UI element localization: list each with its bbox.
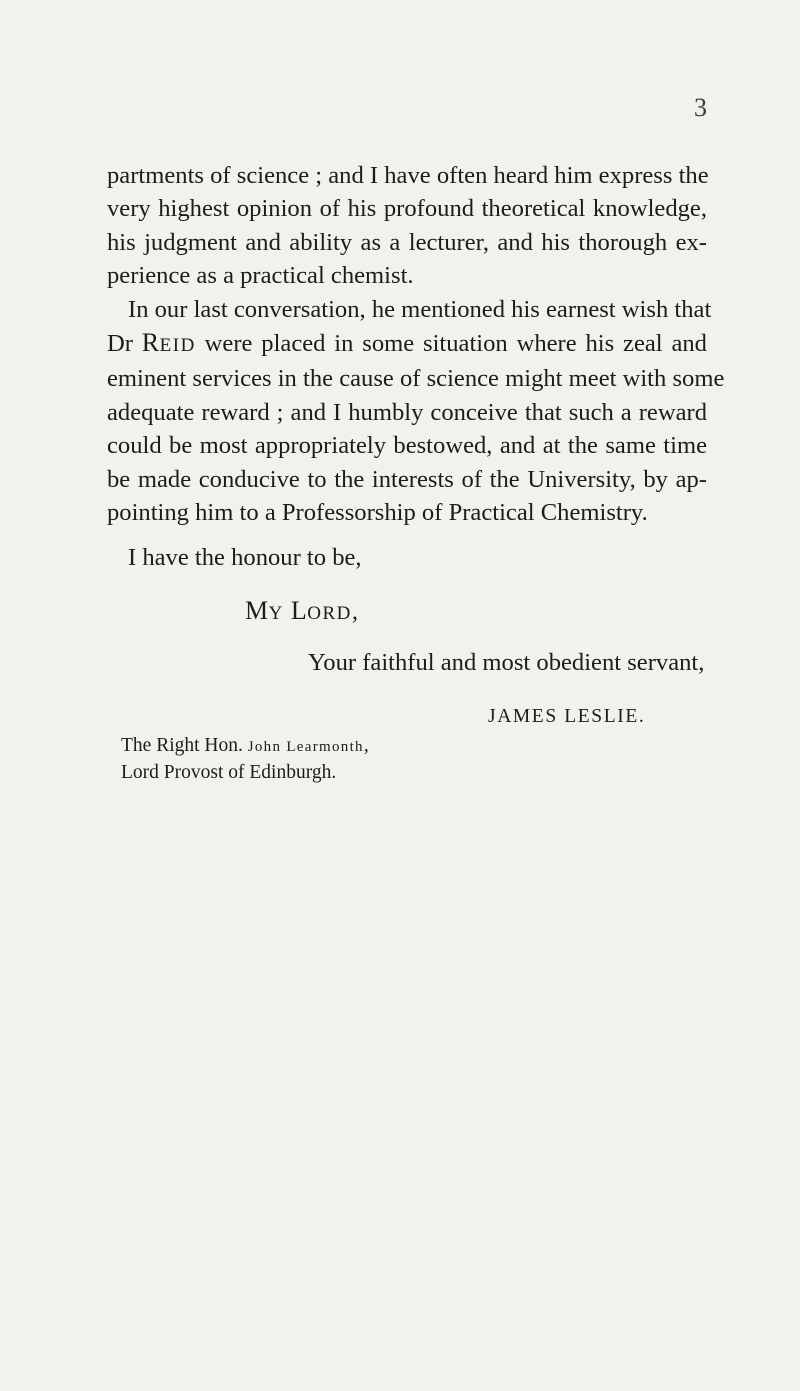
body-line: very highest opinion of his profound theoretical knowledge, [107, 195, 707, 223]
body-line: could be most appropriately bestowed, and at the same time [107, 432, 707, 460]
signature: JAMES LESLIE. [488, 706, 646, 727]
page-number: 3 [694, 93, 707, 122]
body-line: In our last conversation, he mentioned his earnest wish that [128, 295, 712, 323]
body-line: partments of science ; and I have often heard him express the [107, 162, 709, 189]
addressee [121, 733, 369, 785]
body-line-reid [107, 326, 707, 362]
body-line: be made conducive to the interests of the University, by ap- [107, 465, 707, 493]
addressee-line-1 [121, 733, 369, 760]
lord-y: Y [268, 603, 284, 624]
addressee-comma: , [363, 735, 369, 756]
body-line: pointing him to a Professorship of Practical Chemistry. [107, 499, 648, 527]
closing-honour: I have the honour to be, [128, 544, 362, 571]
reid-prefix: Dr [107, 330, 142, 358]
lord-l: L [283, 596, 308, 625]
body-line: perience as a practical chemist. [107, 262, 414, 290]
lord-comma: , [351, 598, 359, 625]
body-line: eminent services in the cause of science might meet with some [107, 365, 725, 393]
addressee-title: The Right Hon. [121, 735, 248, 756]
body-line: adequate reward ; and I humbly conceive that such a reward [107, 398, 707, 426]
closing-salutation [245, 596, 358, 626]
lord-ord: ORD [307, 603, 352, 624]
closing-servant: Your faithful and most obedient servant, [308, 649, 705, 676]
letter-body [107, 159, 725, 529]
reid-initial: R [141, 328, 160, 358]
addressee-line-2: Lord Provost of Edinburgh. [121, 762, 337, 783]
lord-m: M [245, 596, 269, 625]
body-line: his judgment and ability as a lecturer, and his thorough ex- [107, 228, 707, 256]
reid-suffix: were placed in some situation where his zeal and [195, 330, 707, 358]
addressee-name: John Learmonth [247, 739, 364, 755]
reid-name-rest: EID [159, 335, 196, 357]
